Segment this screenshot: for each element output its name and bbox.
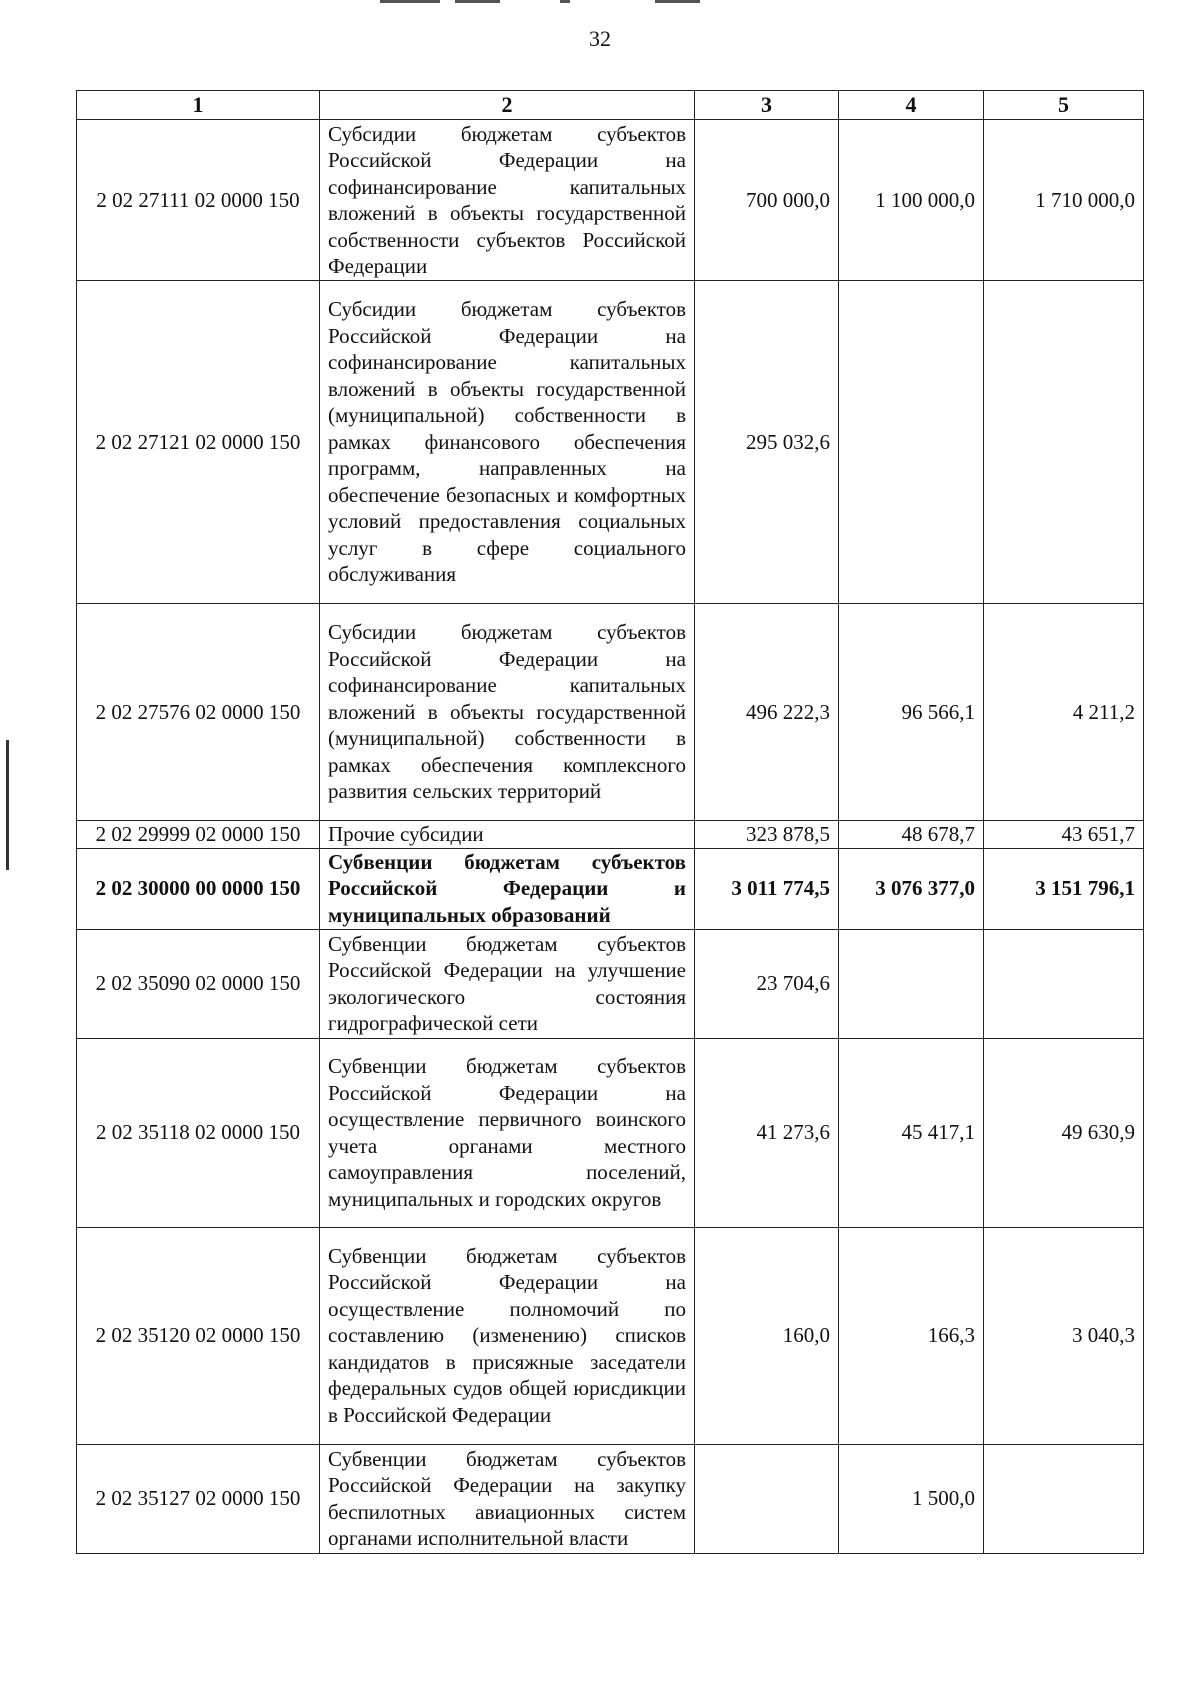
row-value-col4: 1 500,0	[839, 1444, 984, 1553]
row-value-col5: 3 151 796,1	[984, 848, 1144, 929]
row-value-col4: 1 100 000,0	[839, 120, 984, 281]
row-value-col4: 3 076 377,0	[839, 848, 984, 929]
scan-edge-mark	[6, 740, 9, 870]
budget-revenue-table	[76, 90, 1144, 1554]
row-value-col3: 160,0	[695, 1227, 839, 1444]
row-value-col4: 166,3	[839, 1227, 984, 1444]
table-row-section-total	[77, 848, 1144, 929]
row-code: 2 02 29999 02 0000 150	[77, 821, 320, 849]
row-value-col5: 4 211,2	[984, 604, 1144, 821]
row-code: 2 02 35127 02 0000 150	[77, 1444, 320, 1553]
row-code: 2 02 35118 02 0000 150	[77, 1038, 320, 1227]
table-row	[77, 929, 1144, 1038]
row-value-col5: 3 040,3	[984, 1227, 1144, 1444]
row-description: Субсидии бюджетам субъектов Российской Федерации на софинансирование капитальных вложений в объекты государственной собственности субъектов Российской Федерации	[320, 120, 695, 281]
row-description: Субвенции бюджетам субъектов Российской Федерации на осуществление первичного воинского учета органами местного самоуправления поселений, муниципальных и городских округов	[320, 1038, 695, 1227]
table-row	[77, 1038, 1144, 1227]
row-code: 2 02 27111 02 0000 150	[77, 120, 320, 281]
row-value-col5	[984, 281, 1144, 604]
table-row	[77, 1227, 1144, 1444]
row-value-col5: 1 710 000,0	[984, 120, 1144, 281]
row-description: Субвенции бюджетам субъектов Российской Федерации на закупку беспилотных авиационных систем органами исполнительной власти	[320, 1444, 695, 1553]
row-description: Субвенции бюджетам субъектов Российской Федерации и муниципальных образований	[320, 848, 695, 929]
column-header-4: 4	[839, 91, 984, 120]
row-value-col3: 496 222,3	[695, 604, 839, 821]
row-value-col5: 43 651,7	[984, 821, 1144, 849]
row-value-col4	[839, 281, 984, 604]
row-description: Прочие субсидии	[320, 821, 695, 849]
column-header-5: 5	[984, 91, 1144, 120]
row-value-col4	[839, 929, 984, 1038]
row-value-col3	[695, 1444, 839, 1553]
row-value-col4: 96 566,1	[839, 604, 984, 821]
row-description: Субсидии бюджетам субъектов Российской Федерации на софинансирование капитальных вложений в объекты государственной (муниципальной) собственности в рамках финансового обеспечения программ, направленных на обеспечение безопасных и комфортных условий предоставления социальных услуг в сфере социального обслуживания	[320, 281, 695, 604]
column-header-1: 1	[77, 91, 320, 120]
row-value-col3: 295 032,6	[695, 281, 839, 604]
row-value-col3: 3 011 774,5	[695, 848, 839, 929]
row-value-col5	[984, 929, 1144, 1038]
table-row	[77, 604, 1144, 821]
table-header-row	[77, 91, 1144, 120]
row-value-col3: 323 878,5	[695, 821, 839, 849]
table-row	[77, 281, 1144, 604]
scan-artifact-marks	[380, 0, 740, 6]
row-value-col5: 49 630,9	[984, 1038, 1144, 1227]
row-value-col4: 45 417,1	[839, 1038, 984, 1227]
table-row	[77, 120, 1144, 281]
row-code: 2 02 27576 02 0000 150	[77, 604, 320, 821]
row-value-col4: 48 678,7	[839, 821, 984, 849]
row-value-col5	[984, 1444, 1144, 1553]
column-header-3: 3	[695, 91, 839, 120]
row-code: 2 02 35120 02 0000 150	[77, 1227, 320, 1444]
row-description: Субвенции бюджетам субъектов Российской Федерации на улучшение экологического состояния гидрографической сети	[320, 929, 695, 1038]
row-description: Субвенции бюджетам субъектов Российской Федерации на осуществление полномочий по составлению (изменению) списков кандидатов в присяжные заседатели федеральных судов общей юрисдикции в Российской Федерации	[320, 1227, 695, 1444]
table-row	[77, 821, 1144, 849]
row-code: 2 02 27121 02 0000 150	[77, 281, 320, 604]
row-value-col3: 700 000,0	[695, 120, 839, 281]
row-description: Субсидии бюджетам субъектов Российской Федерации на софинансирование капитальных вложений в объекты государственной (муниципальной) собственности в рамках обеспечения комплексного развития сельских территорий	[320, 604, 695, 821]
page-number: 32	[589, 26, 611, 51]
table-row	[77, 1444, 1144, 1553]
column-header-2: 2	[320, 91, 695, 120]
row-value-col3: 23 704,6	[695, 929, 839, 1038]
row-value-col3: 41 273,6	[695, 1038, 839, 1227]
row-code: 2 02 35090 02 0000 150	[77, 929, 320, 1038]
row-code: 2 02 30000 00 0000 150	[77, 848, 320, 929]
